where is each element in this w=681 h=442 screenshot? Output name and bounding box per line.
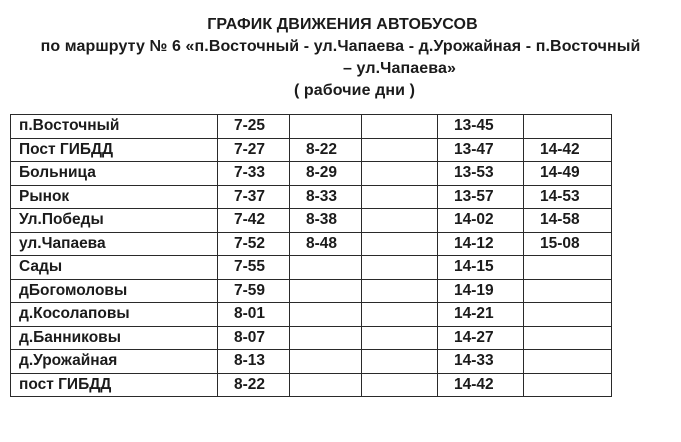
table-row (11, 185, 612, 209)
departure-2-cell: 8-33 (290, 185, 362, 209)
table-row (11, 326, 612, 350)
departure-5-cell (524, 303, 612, 327)
departure-5-cell (524, 279, 612, 303)
departure-4-cell: 13-53 (438, 162, 524, 186)
schedule-days-label: ( рабочие дни ) (293, 82, 416, 99)
departure-1-cell: 7-52 (218, 232, 290, 256)
departure-4-cell: 14-21 (438, 303, 524, 327)
departure-3-cell (362, 185, 438, 209)
departure-1-cell: 7-33 (218, 162, 290, 186)
stop-name-cell: д.Косолаповы (11, 303, 218, 327)
stop-name-cell: д.Банниковы (11, 326, 218, 350)
departure-5-cell: 14-58 (524, 209, 612, 233)
departure-2-cell (290, 373, 362, 397)
departure-5-cell: 15-08 (524, 232, 612, 256)
stop-name-cell: п.Восточный (11, 115, 218, 139)
departure-5-cell: 14-49 (524, 162, 612, 186)
departure-3-cell (362, 350, 438, 374)
departure-2-cell: 8-38 (290, 209, 362, 233)
stop-name-cell: дБогомоловы (11, 279, 218, 303)
departure-1-cell: 7-37 (218, 185, 290, 209)
departure-2-cell: 8-29 (290, 162, 362, 186)
stop-name-cell: д.Урожайная (11, 350, 218, 374)
departure-3-cell (362, 162, 438, 186)
table-row (11, 350, 612, 374)
stop-name-cell: Сады (11, 256, 218, 280)
departure-1-cell: 8-13 (218, 350, 290, 374)
departure-1-cell: 8-07 (218, 326, 290, 350)
departure-4-cell: 14-42 (438, 373, 524, 397)
departure-3-cell (362, 232, 438, 256)
departure-5-cell: 14-42 (524, 138, 612, 162)
table-row (11, 303, 612, 327)
departure-2-cell: 8-48 (290, 232, 362, 256)
departure-1-cell: 7-25 (218, 115, 290, 139)
departure-3-cell (362, 279, 438, 303)
departure-2-cell (290, 115, 362, 139)
departure-3-cell (362, 138, 438, 162)
departure-4-cell: 13-47 (438, 138, 524, 162)
schedule-header (0, 14, 681, 102)
departure-2-cell (290, 256, 362, 280)
stop-name-cell: Ул.Победы (11, 209, 218, 233)
table-row (11, 256, 612, 280)
stop-name-cell: Больница (11, 162, 218, 186)
table-row (11, 279, 612, 303)
route-description-continuation: – ул.Чапаева» (343, 60, 456, 77)
page-title: ГРАФИК ДВИЖЕНИЯ АВТОБУСОВ (207, 16, 478, 33)
stop-name-cell: ул.Чапаева (11, 232, 218, 256)
route-description: по маршруту № 6 «п.Восточный - ул.Чапаева - д.Урожайная - п.Восточный (40, 38, 641, 55)
departure-4-cell: 14-27 (438, 326, 524, 350)
departure-3-cell (362, 303, 438, 327)
table-row (11, 138, 612, 162)
schedule-table-body (11, 115, 612, 397)
departure-4-cell: 13-45 (438, 115, 524, 139)
departure-5-cell: 14-53 (524, 185, 612, 209)
table-row (11, 209, 612, 233)
table-row (11, 115, 612, 139)
departure-2-cell (290, 326, 362, 350)
stop-name-cell: пост ГИБДД (11, 373, 218, 397)
departure-1-cell: 8-22 (218, 373, 290, 397)
departure-4-cell: 13-57 (438, 185, 524, 209)
departure-2-cell (290, 350, 362, 374)
departure-5-cell (524, 115, 612, 139)
departure-2-cell: 8-22 (290, 138, 362, 162)
departure-4-cell: 14-02 (438, 209, 524, 233)
departure-2-cell (290, 279, 362, 303)
departure-1-cell: 7-59 (218, 279, 290, 303)
departure-1-cell: 7-55 (218, 256, 290, 280)
table-row (11, 162, 612, 186)
departure-1-cell: 8-01 (218, 303, 290, 327)
departure-4-cell: 14-12 (438, 232, 524, 256)
departure-1-cell: 7-42 (218, 209, 290, 233)
departure-3-cell (362, 326, 438, 350)
departure-5-cell (524, 326, 612, 350)
departure-5-cell (524, 373, 612, 397)
departure-3-cell (362, 256, 438, 280)
departure-4-cell: 14-33 (438, 350, 524, 374)
departure-3-cell (362, 373, 438, 397)
departure-4-cell: 14-19 (438, 279, 524, 303)
departure-5-cell (524, 256, 612, 280)
stop-name-cell: Рынок (11, 185, 218, 209)
stop-name-cell: Пост ГИБДД (11, 138, 218, 162)
departure-5-cell (524, 350, 612, 374)
departure-1-cell: 7-27 (218, 138, 290, 162)
departure-3-cell (362, 209, 438, 233)
departure-4-cell: 14-15 (438, 256, 524, 280)
departure-3-cell (362, 115, 438, 139)
departure-2-cell (290, 303, 362, 327)
table-row (11, 232, 612, 256)
bus-schedule-table (10, 114, 612, 397)
table-row (11, 373, 612, 397)
